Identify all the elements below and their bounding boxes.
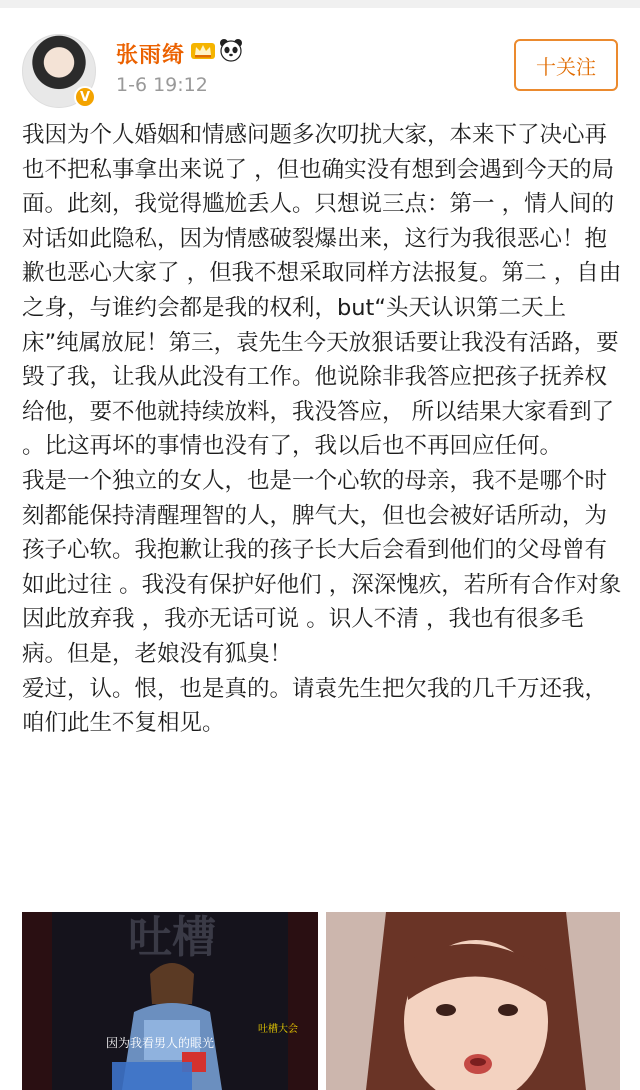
image-caption: 因为我看男人的眼光 — [106, 1036, 215, 1050]
post-image-right[interactable] — [326, 912, 620, 1090]
top-band — [0, 0, 640, 8]
follow-button[interactable]: 十关注 — [514, 39, 618, 91]
post-paragraph: 我因为个人婚姻和情感问题多次叨扰大家，本来下了决心再也不把私事拿出来说了 ，但也确实没有想到会遇到今天的局面。此刻，我觉得尴尬丢人。只想说三点：第一 ，情人间的对话如此隐私，因为情感破裂爆出来，这行为我很恶心！抱歉也恶心大家了 ，但我不想采取同样方法报复。第二 ，自由之身，与谁约会都是我的权利，but“头天认识第二天上床”纯属放屁！第三，袁先生今天放狠话要让我没有活路，要毁了我，让我从此没有工作。他说除非我答应把孩子抚养权给他，要不他就持续放料，我没答应， 所以结果大家看到了 。比这再坏的事情也没有了，我以后也不再回应任何。 — [22, 122, 622, 460]
post-paragraph: 爱过，认。恨，也是真的。请袁先生把欠我的几千万还我，咱们此生不复相见。 — [22, 675, 608, 737]
post-image-left[interactable] — [22, 912, 318, 1090]
post-header — [0, 8, 640, 108]
woman-closeup-photo — [326, 912, 620, 1090]
stage-logo-text: 吐槽 — [128, 912, 216, 963]
verified-badge-icon: V — [74, 86, 96, 108]
post-timestamp: 1-6 19:12 — [116, 74, 208, 96]
username[interactable]: 张雨绮 — [116, 43, 186, 68]
panda-icon — [219, 38, 243, 62]
show-stage-photo — [22, 912, 318, 1090]
post-paragraph: 我是一个独立的女人，也是一个心软的母亲，我不是哪个时刻都能保持清醒理智的人，脾气大，但也会被好话所动，为孩子心软。我抱歉让我的孩子长大后会看到他们的父母曾有如此过往 。我没有保护好他们 ，深深愧疚，若所有合作对象因此放弃我 ，我亦无话可说 。识人不清 ，我也有很多毛病。但是，老娘没有狐臭！ — [22, 467, 622, 667]
post-body — [22, 118, 622, 741]
crown-icon — [190, 39, 216, 61]
show-logo-text: 吐槽大会 — [258, 1024, 298, 1035]
